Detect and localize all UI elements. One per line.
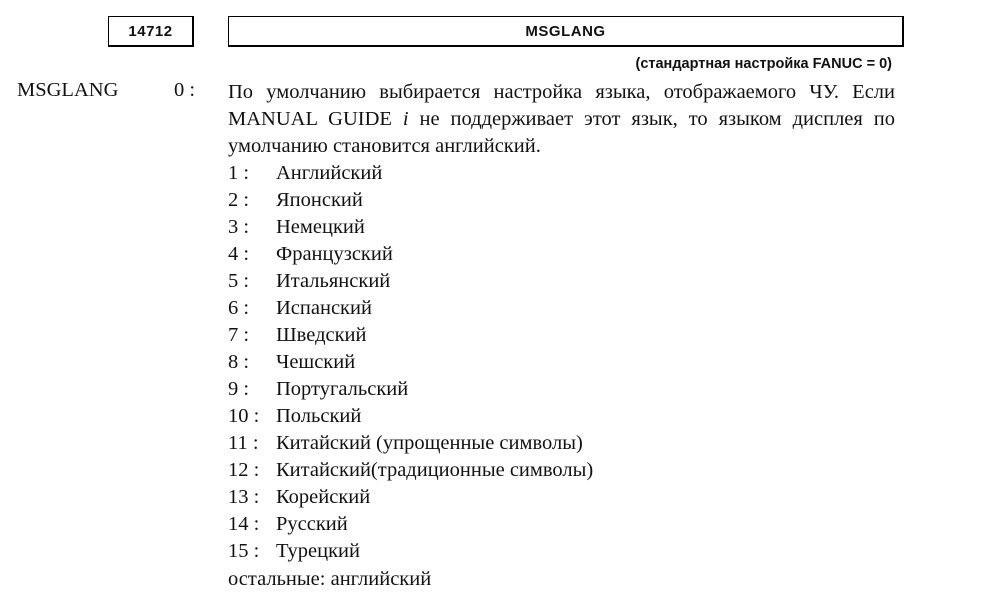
language-option (228, 511, 593, 538)
parameter-number: 14712 (128, 22, 173, 40)
option-code: 10 : (228, 405, 260, 427)
language-option (228, 403, 593, 430)
language-option (228, 268, 593, 295)
option-label: Английский (276, 162, 383, 184)
language-option (228, 457, 593, 484)
option-label: Немецкий (276, 216, 365, 238)
option-code: 2 : (228, 189, 250, 211)
option-code: 8 : (228, 351, 250, 373)
option-code: 1 : (228, 162, 250, 184)
language-option (228, 187, 593, 214)
option-code: 11 : (228, 432, 259, 454)
option-label: Чешский (276, 351, 356, 373)
default-description (228, 79, 895, 160)
description-italic-i: i (402, 108, 409, 130)
option-label: Китайский(традиционные символы) (276, 459, 594, 481)
option-code: 12 : (228, 459, 260, 481)
option-label: Русский (276, 513, 348, 535)
option-label: Турецкий (276, 540, 360, 562)
parameter-name: MSGLANG (525, 22, 606, 40)
option-code: 9 : (228, 378, 250, 400)
language-option (228, 322, 593, 349)
option-code: 15 : (228, 540, 260, 562)
option-label: Корейский (276, 486, 371, 508)
option-code: 6 : (228, 297, 250, 319)
option-code: 4 : (228, 243, 250, 265)
language-options-list (228, 160, 593, 565)
option-label: Польский (276, 405, 362, 427)
others-default-text: остальные: английский (228, 568, 432, 590)
option-code: 7 : (228, 324, 250, 346)
parameter-number-box (108, 16, 194, 47)
description-text-start: По умолчанию выбирается настройка языка, отображаемого ЧУ. Если MANUAL GUIDE (228, 81, 895, 130)
language-option (228, 376, 593, 403)
language-option (228, 349, 593, 376)
language-option (228, 160, 593, 187)
standard-setting-note: (стандартная настройка FANUC = 0) (635, 56, 892, 72)
option-label: Китайский (упрощенные символы) (276, 432, 583, 454)
language-option (228, 214, 593, 241)
option-label: Португальский (276, 378, 409, 400)
language-option (228, 295, 593, 322)
language-option (228, 241, 593, 268)
option-code: 13 : (228, 486, 260, 508)
option-code: 3 : (228, 216, 250, 238)
option-code: 5 : (228, 270, 250, 292)
value-zero-label: 0 : (174, 79, 196, 101)
language-option (228, 538, 593, 565)
option-label: Французский (276, 243, 393, 265)
param-label: MSGLANG (17, 79, 119, 101)
option-code: 14 : (228, 513, 260, 535)
language-option (228, 484, 593, 511)
language-option (228, 430, 593, 457)
option-label: Итальянский (276, 270, 391, 292)
option-label: Японский (276, 189, 363, 211)
option-label: Шведский (276, 324, 367, 346)
parameter-name-box (228, 16, 904, 47)
description-text-end: не поддерживает этот язык, то языком дисплея по умолчанию становится английский. (228, 108, 895, 157)
option-label: Испанский (276, 297, 372, 319)
